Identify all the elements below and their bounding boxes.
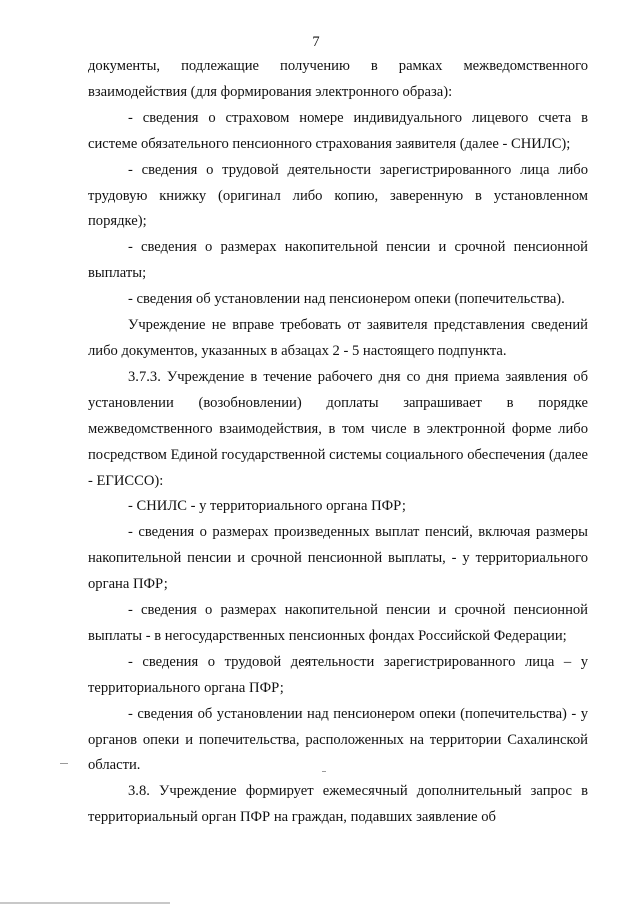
scan-edge xyxy=(0,902,170,904)
paragraph: 3.7.3. Учреждение в течение рабочего дня со дня приема заявления об установлении (возобновлении) доплаты запрашивает в порядке межведомственного взаимодействия, в том числе в электронной форме либо посредством Единой государственной системы социального обеспечения (далее - ЕГИССО): xyxy=(88,368,588,489)
paragraph: - сведения о трудовой деятельности зарегистрированного лица либо трудовую книжку (оригинал либо копию, заверенную в установленном порядке); xyxy=(88,161,588,230)
paragraph: - сведения о трудовой деятельности зарегистрированного лица – у территориального органа ПФР; xyxy=(88,653,588,696)
scan-speck xyxy=(60,763,68,764)
paragraph: - сведения об установлении над пенсионером опеки (попечительства) - у органов опеки и попечительства, расположенных на территории Сахалинской области. xyxy=(88,705,588,774)
page-number: 7 xyxy=(312,34,320,50)
paragraph: - сведения о размерах накопительной пенсии и срочной пенсионной выплаты; xyxy=(88,239,588,282)
paragraph: документы, подлежащие получению в рамках межведомственного взаимодействия (для формирования электронного образа): xyxy=(88,58,588,100)
paragraph: - сведения о размерах произведенных выплат пенсий, включая размеры накопительной пенсии и срочной пенсионной выплаты, - у территориального органа ПФР; xyxy=(88,524,588,593)
paragraph: 3.8. Учреждение формирует ежемесячный дополнительный запрос в территориальный орган ПФР на граждан, подавших заявление об xyxy=(88,783,588,826)
paragraph: - сведения об установлении над пенсионером опеки (попечительства). xyxy=(128,291,565,308)
paragraph: - сведения о страховом номере индивидуального лицевого счета в системе обязательного пенсионного страхования заявителя (далее - СНИЛС); xyxy=(88,109,588,152)
paragraph: - СНИЛС - у территориального органа ПФР; xyxy=(128,498,406,515)
paragraph: - сведения о размерах накопительной пенсии и срочной пенсионной выплаты - в негосударственных пенсионных фондах Российской Федерации; xyxy=(88,602,588,644)
paragraph: Учреждение не вправе требовать от заявителя представления сведений либо документов, указанных в абзацах 2 - 5 настоящего подпункта. xyxy=(88,317,588,359)
scan-speck xyxy=(322,771,326,772)
document-body xyxy=(88,54,588,831)
